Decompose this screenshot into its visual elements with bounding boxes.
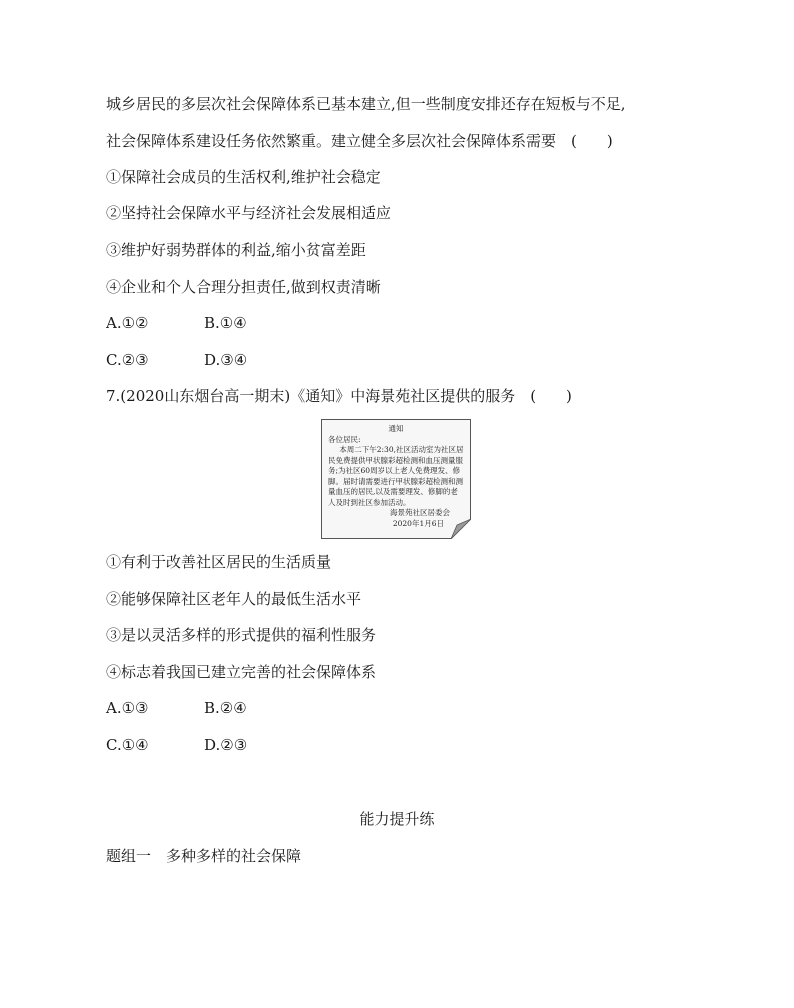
q7-option-c[interactable]: C.①④: [106, 736, 149, 754]
q6-option-c[interactable]: C.②③: [106, 351, 149, 369]
q7-item-1: ①有利于改善社区居民的生活质量: [106, 553, 332, 571]
notice-image: [321, 419, 471, 539]
notice-greeting: 各位居民:: [328, 434, 361, 444]
q7-item-2: ②能够保障社区老年人的最低生活水平: [106, 590, 362, 608]
q6-options-row1: [106, 313, 247, 333]
q7-options-row2: [106, 735, 247, 755]
q7-option-a[interactable]: A.①③: [106, 699, 149, 717]
q6-options-row2: [106, 350, 247, 370]
group-heading: 题组一 多种多样的社会保障: [106, 847, 302, 865]
notice-title: 通知: [388, 424, 404, 433]
q6-item-2: ②坚持社会保障水平与经济社会发展相适应: [106, 204, 392, 222]
page-curl-icon: [451, 519, 471, 539]
section-title: 能力提升练: [359, 810, 435, 828]
q6-option-d[interactable]: D.③④: [204, 351, 248, 369]
q7-option-d[interactable]: D.②③: [204, 736, 248, 754]
notice-signature: 海景苑社区居委会: [390, 508, 450, 517]
q6-stem-line2: 社会保障体系建设任务依然繁重。建立健全多层次社会保障体系需要 ( ): [106, 132, 613, 150]
q6-item-4: ④企业和个人合理分担责任,做到权责清晰: [106, 278, 381, 296]
q7-options-row1: [106, 698, 247, 718]
q7-option-b[interactable]: B.②④: [204, 699, 247, 717]
q7-stem: 7.(2020山东烟台高一期末)《通知》中海景苑社区提供的服务 ( ): [106, 387, 572, 405]
q6-option-b[interactable]: B.①④: [204, 314, 247, 332]
q6-option-a[interactable]: A.①②: [106, 314, 149, 332]
notice-body: 本周二下午2:30,社区活动室为社区居民免费提供甲状腺彩超检测和血压测量服务;为社区60周岁以上老人免费理发、修脚。届时请需要进行甲状腺彩超检测和测量血压的居民,以及需要理发、修脚的老人及时到社区参加活动。: [328, 445, 464, 507]
q7-item-4: ④标志着我国已建立完善的社会保障体系: [106, 663, 377, 681]
notice-date: 2020年1月6日: [392, 518, 444, 528]
q6-stem-line1: 城乡居民的多层次社会保障体系已基本建立,但一些制度安排还存在短板与不足,: [106, 95, 626, 113]
q6-item-1: ①保障社会成员的生活权利,维护社会稳定: [106, 168, 381, 186]
q6-item-3: ③维护好弱势群体的利益,缩小贫富差距: [106, 241, 366, 259]
q7-item-3: ③是以灵活多样的形式提供的福利性服务: [106, 626, 377, 644]
